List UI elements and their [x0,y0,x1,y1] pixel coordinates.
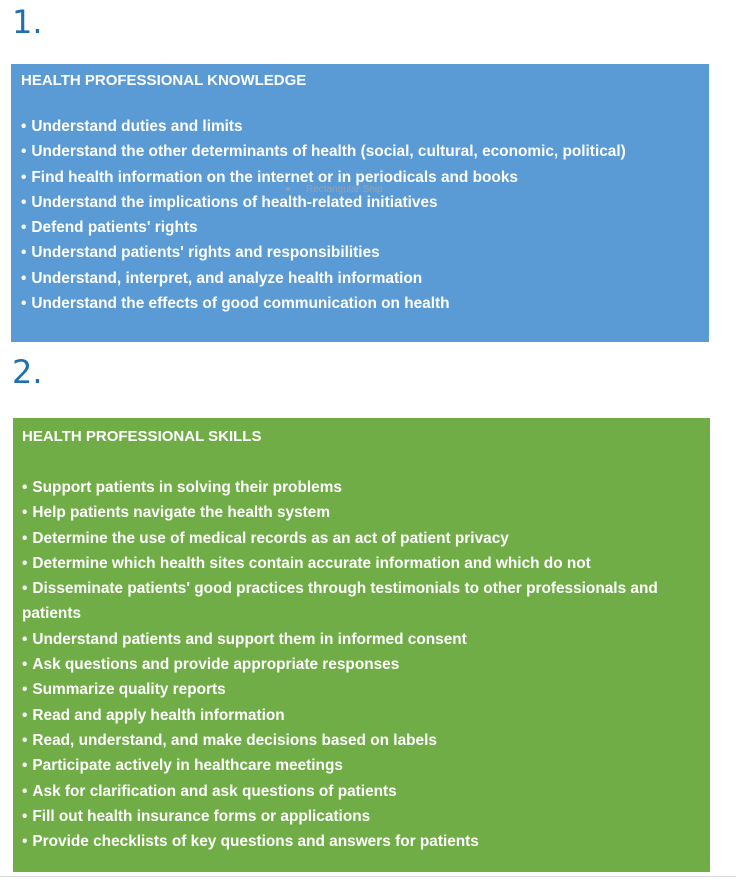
list-item: • Defend patients' rights [21,219,198,237]
bullet-icon: • [22,529,28,547]
bullet-icon: • [21,193,27,211]
bullet-icon: • [22,479,28,496]
list-item: • Support patients in solving their problems [22,479,342,496]
bullet-icon: • [22,504,28,522]
bullet-icon: • [21,244,27,262]
list-item: • Participate actively in healthcare meetings [22,757,343,775]
list-item: • Provide checklists of key questions and answers for patients [22,833,479,851]
bullet-icon: • [22,554,28,572]
list-item: • Understand, interpret, and analyze health information [21,269,423,287]
skills-title: HEALTH PROFESSIONAL SKILLS [22,428,262,445]
list-item: • Understand patients and support them in informed consent [22,630,467,648]
bottom-divider [0,876,736,877]
knowledge-list [21,114,699,316]
bullet-icon: • [21,118,27,135]
list-item: • Find health information on the internet or in periodicals and books [21,168,518,186]
knowledge-title: HEALTH PROFESSIONAL KNOWLEDGE [21,72,307,89]
bullet-icon: • [21,295,27,313]
list-item: • Understand the implications of health-related initiatives [21,193,438,211]
section-number-1: 1. [12,3,43,41]
bullet-icon: • [22,757,28,775]
bullet-icon: • [22,782,28,800]
bullet-icon: • [22,807,28,825]
bullet-icon: • [21,269,27,287]
list-item: • Summarize quality reports [22,681,226,699]
bullet-icon: • [22,656,28,674]
section-number-2: 2. [12,353,43,391]
bullet-icon: • [22,681,28,699]
list-item: • Determine which health sites contain accurate information and which do not [22,554,591,572]
bullet-icon: • [22,580,28,598]
list-item: • Ask for clarification and ask questions of patients [22,782,397,800]
bullet-icon: • [22,731,28,749]
list-item: • Understand the effects of good communication on health [21,295,450,313]
list-item: • Understand the other determinants of health (social, cultural, economic, political) [21,143,626,161]
snip-dot-icon [286,187,290,191]
list-item: • Ask questions and provide appropriate responses [22,656,400,674]
list-item: • Determine the use of medical records as an act of patient privacy [22,529,509,547]
list-item: • Understand patients' rights and responsibilities [21,244,380,262]
bullet-icon: • [21,143,27,161]
snip-tooltip: Rectangular Snip [286,184,383,195]
list-item: • Fill out health insurance forms or applications [22,807,371,825]
list-item: • Read and apply health information [22,706,285,724]
bullet-icon: • [22,706,28,724]
list-item: • Disseminate patients' good practices through testimonials to other professionals and patients [22,580,658,623]
list-item: • Help patients navigate the health system [22,504,331,522]
bullet-icon: • [21,168,27,186]
skills-list [22,475,700,854]
knowledge-box [11,64,709,342]
bullet-icon: • [21,219,27,237]
list-item: • Understand duties and limits [21,118,243,135]
bullet-icon: • [22,833,28,851]
bullet-icon: • [22,630,28,648]
skills-box [13,418,710,872]
list-item: • Read, understand, and make decisions based on labels [22,731,437,749]
